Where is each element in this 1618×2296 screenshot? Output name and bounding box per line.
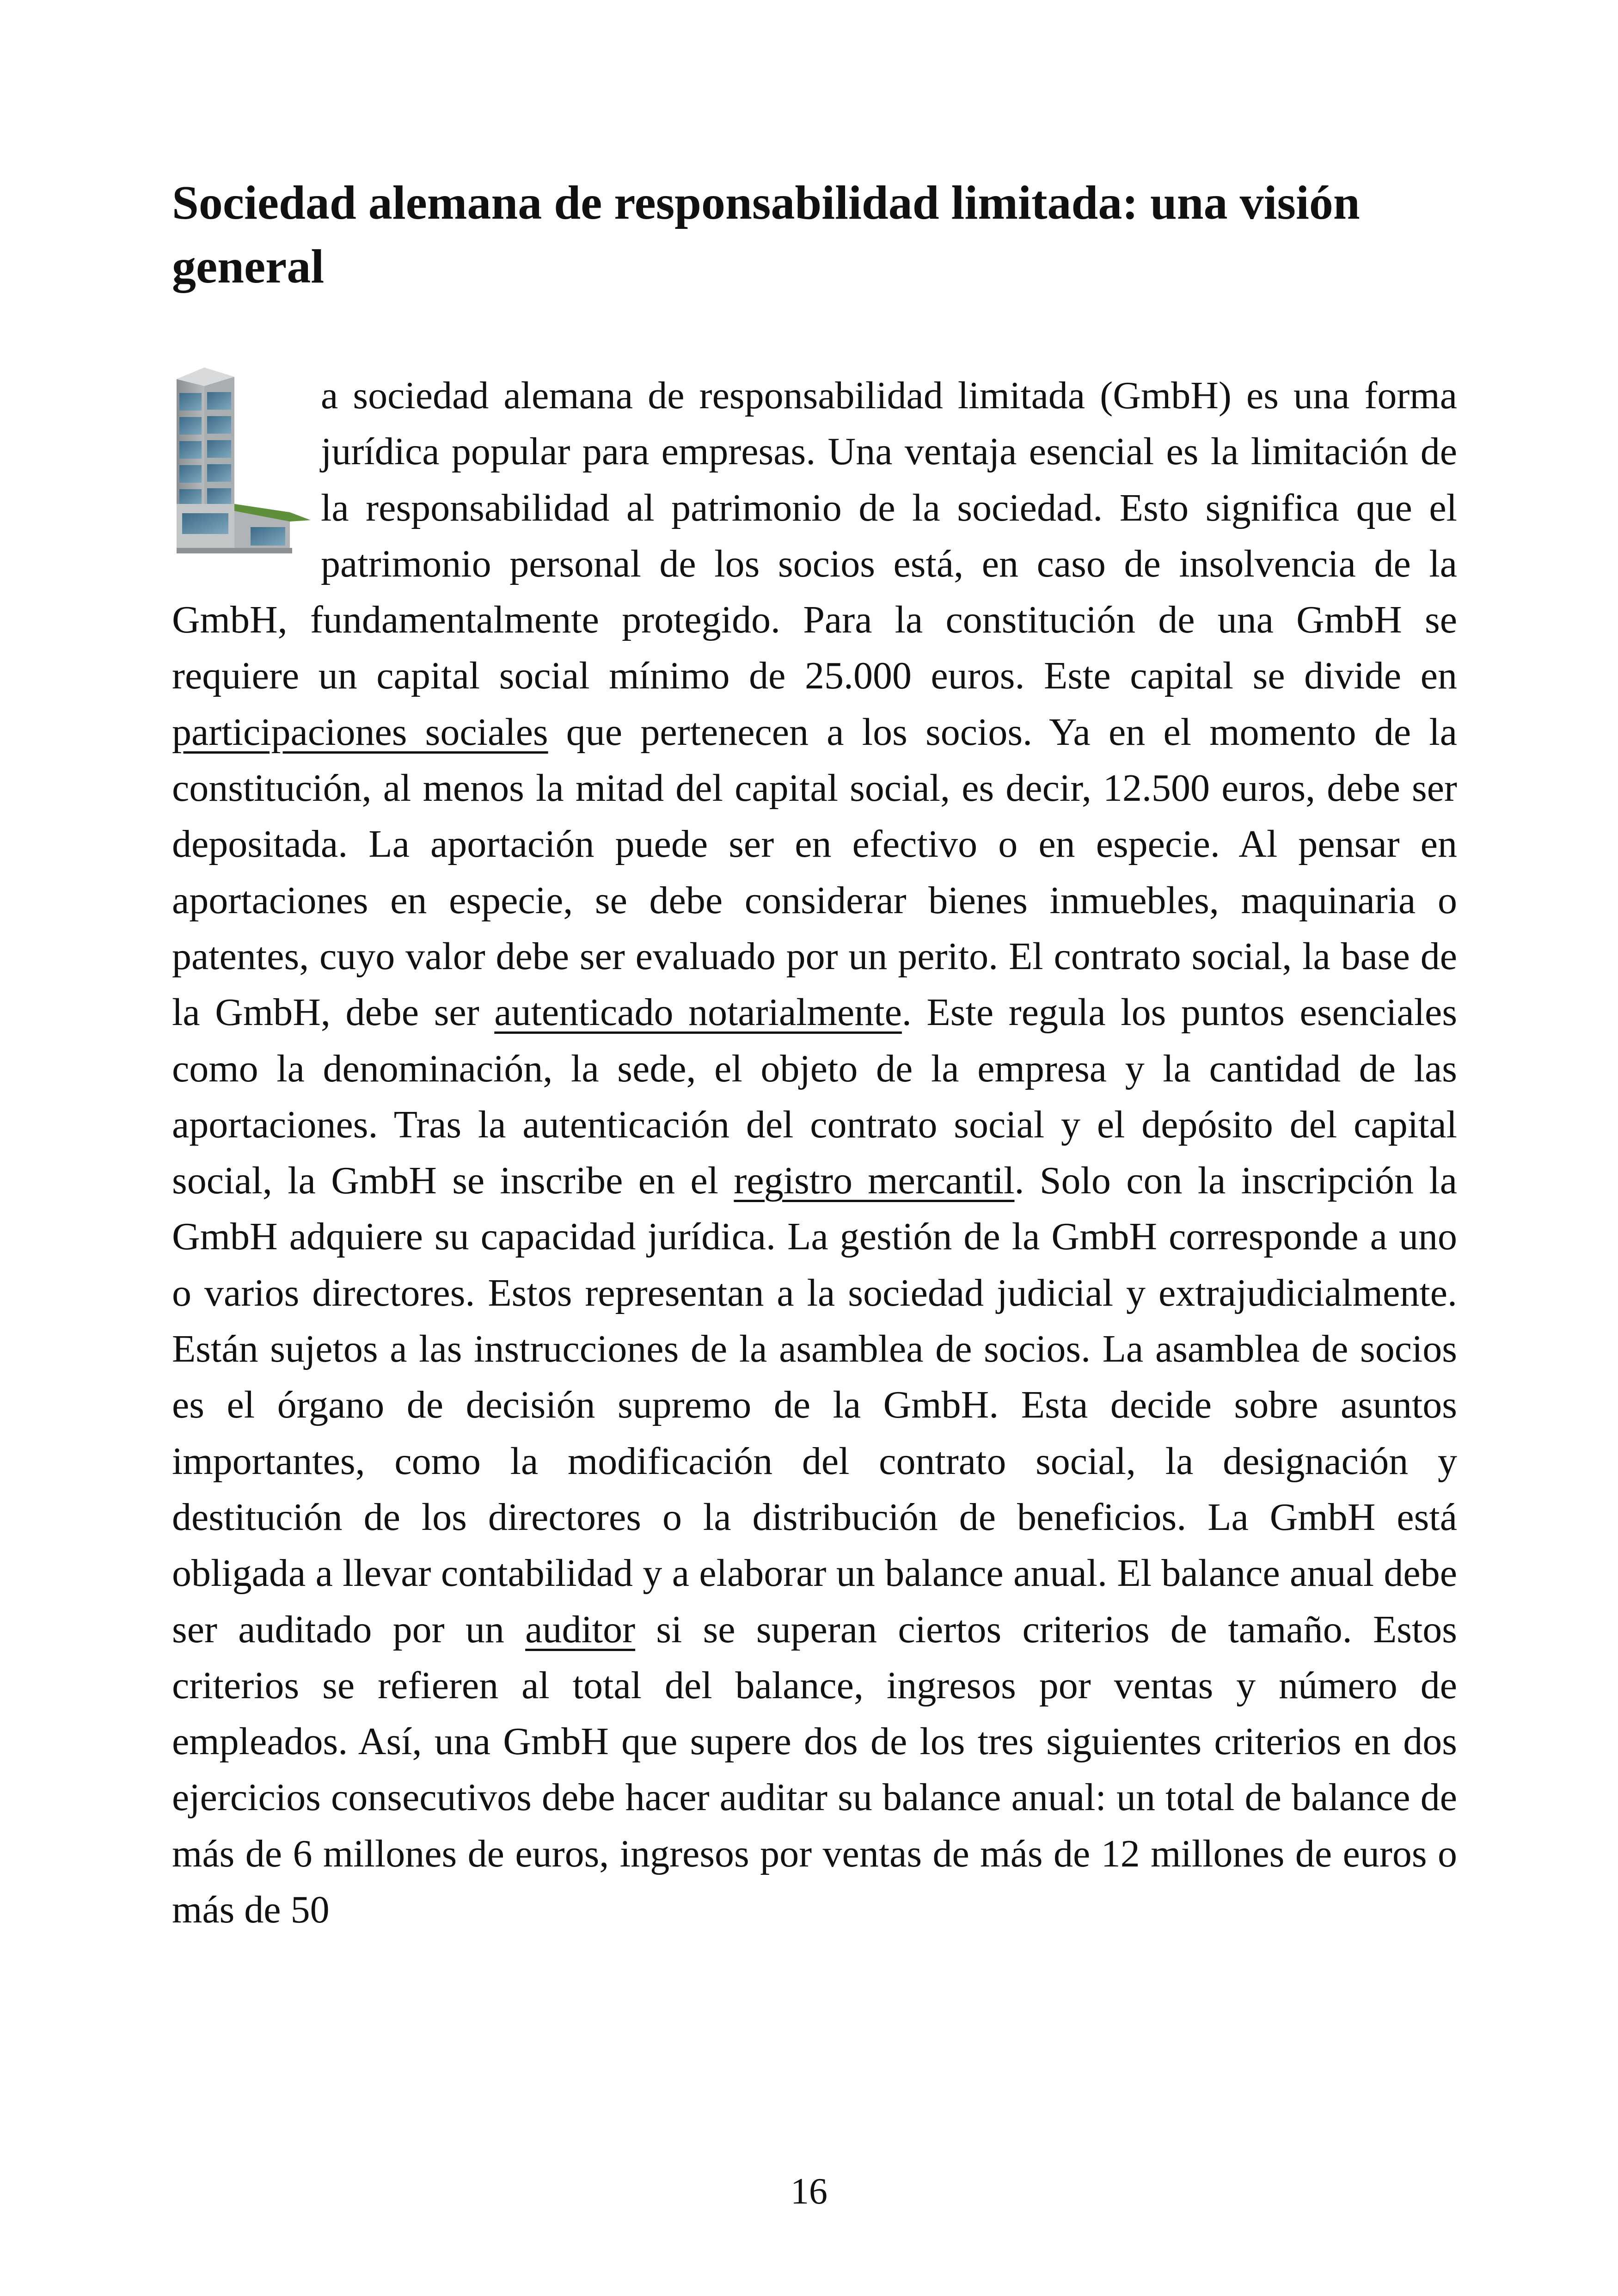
body-paragraph [172,368,1457,1938]
page-title: Sociedad alemana de responsabilidad limitada: una visión general [172,176,1360,293]
glossary-link[interactable]: registro mercantil [734,1159,1015,1203]
office-building-icon [172,365,311,564]
body-text-run: . Este regula los puntos esenciales como la denominación, la sede, el objeto de la empresa y la cantidad de las aportaciones. Tras la autenticación del contrato social y el depósito del capital social, la GmbH se inscribe en el [172,991,1458,1203]
body-text-run: a sociedad alemana de responsabilidad limitada (GmbH) es una forma jurídica popular para empresas. Una ventaja esencial es la limitación de la responsabilidad al patrimonio de la sociedad. Esto significa que el patrimonio personal de los socios está, en caso de insolvencia de la GmbH, fundamentalmente protegido. Para la constitución de una GmbH se requiere un capital social mínimo de 25.000 euros. Este capital se divide en [172,374,1457,698]
body-text [172,374,1457,1931]
glossary-link[interactable]: autenticado notarialmente [494,991,902,1034]
glossary-link[interactable]: auditor [525,1608,636,1651]
dropcap-letter-l [172,368,311,571]
body-text-run: . Solo con la inscripción la GmbH adquiere su capacidad jurídica. La gestión de la GmbH corresponde a uno o varios directores. Estos representan a la sociedad judicial y extrajudicialmente. Están sujetos a las instrucciones de la asamblea de socios. La asamblea de socios es el órgano de decisión supremo de la GmbH. Esta decide sobre asuntos importantes, como la modificación del contrato social, la designación y destitución de los directores o la distribución de beneficios. La GmbH está obligada a llevar contabilidad y a elaborar un balance anual. El balance anual debe ser auditado por un [172,1159,1457,1651]
body-text-run: si se superan ciertos criterios de tamaño. Estos criterios se refieren al total del balance, ingresos por ventas y número de empleados. Así, una GmbH que supere dos de los tres siguientes criterios en dos ejercicios consecutivos debe hacer auditar su balance anual: un total de balance de más de 6 millones de euros, ingresos por ventas de más de 12 millones de euros o más de 50 [172,1608,1457,1932]
page-number: 16 [791,2171,827,2212]
glossary-link[interactable]: participaciones sociales [172,710,548,754]
body-text-run: que pertenecen a los socios. Ya en el momento de la constitución, al menos la mitad del capital social, es decir, 12.500 euros, debe ser depositada. La aportación puede ser en efectivo o en especie. Al pensar en aportaciones en especie, se debe considerar bienes inmuebles, maquinaria o patentes, cuyo valor debe ser evaluado por un perito. El contrato social, la base de la GmbH, debe ser [172,710,1457,1034]
